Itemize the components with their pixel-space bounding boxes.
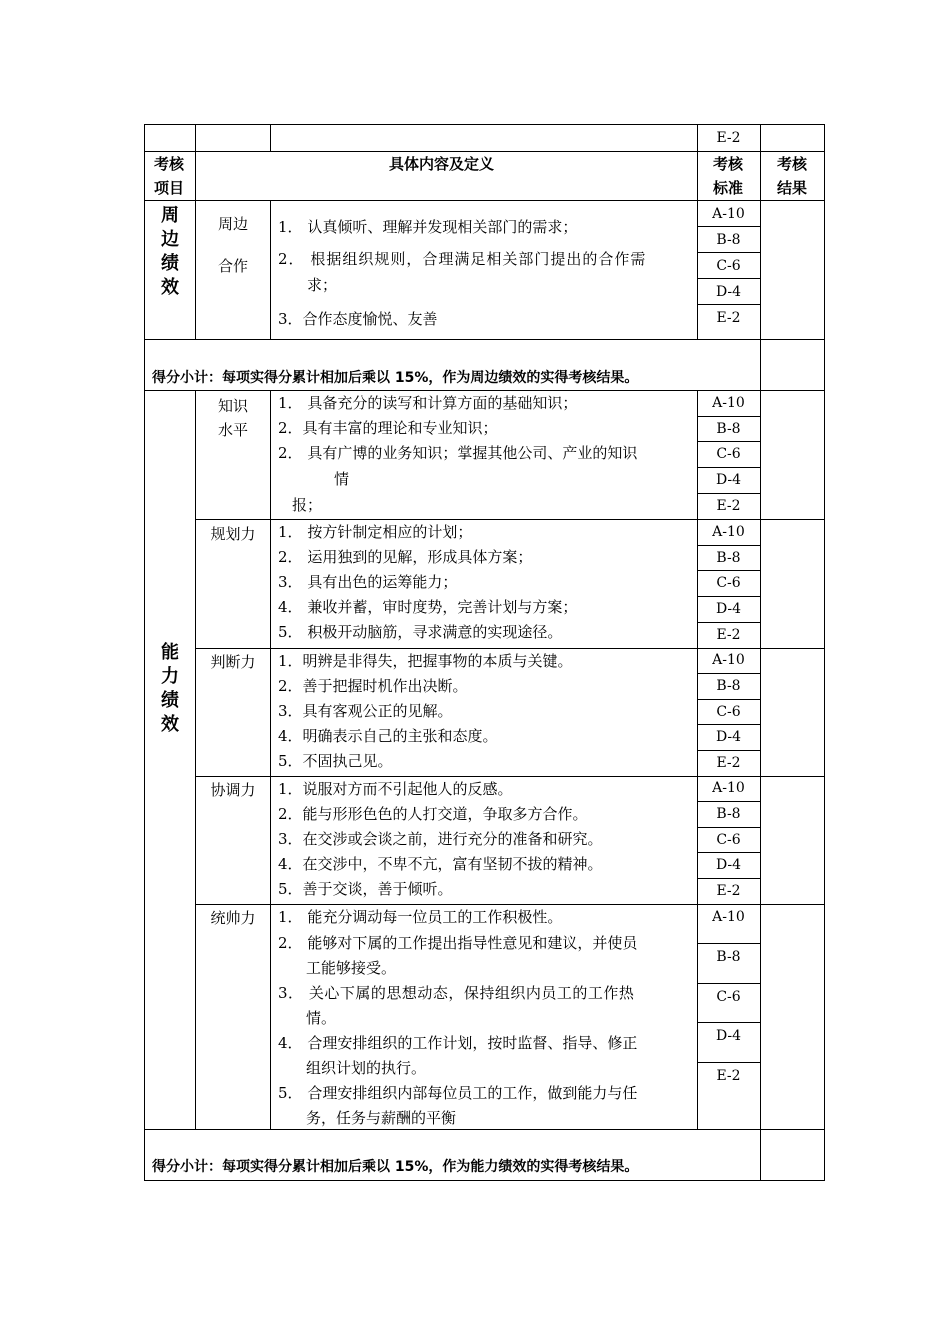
g2-sub: 规划力: [210, 525, 256, 543]
g2-grade-d: D-4: [715, 601, 742, 617]
g3-item-5: 5．不固执己见。: [278, 752, 393, 770]
g3-sub: 判断力: [210, 653, 256, 671]
g4-grade-d: D-4: [715, 857, 742, 873]
g3-item-1: 1．明辨是非得失，把握事物的本质与关键。: [278, 652, 573, 670]
s1-result-cell: [760, 200, 825, 340]
g5-result-cell: [760, 904, 825, 1130]
g5-grade-c: C-6: [716, 989, 741, 1005]
g1-sub: 知识 水平: [217, 397, 248, 439]
fragment-cell-3: [270, 124, 698, 152]
g4-grade-b: B-8: [716, 806, 741, 822]
header-col4-line2: 结果: [777, 179, 808, 197]
g3-result-cell: [760, 648, 825, 777]
g5-grade-b: B-8: [716, 949, 741, 965]
g1-item-3-cont1: 情: [334, 470, 350, 488]
s1-grade-d: D-4: [715, 284, 742, 300]
section2-title-cell: [144, 390, 196, 1130]
g1-grade-d: D-4: [715, 472, 742, 488]
g5-item-4-cont: 组织计划的执行。: [306, 1059, 427, 1077]
s1-grade-e: E-2: [716, 310, 741, 326]
s1-summary-result-cell: [760, 339, 825, 391]
fragment-grade: E-2: [716, 130, 741, 146]
g5-item-2: 2． 能够对下属的工作提出指导性意见和建议，并使员: [278, 934, 638, 952]
g4-result-cell: [760, 776, 825, 905]
g2-item-5: 5． 积极开动脑筋，寻求满意的实现途径。: [278, 623, 563, 641]
g2-item-4: 4． 兼收并蓄，审时度势，完善计划与方案；: [278, 598, 578, 616]
g2-grade-a: A-10: [712, 524, 745, 540]
s1-grade-a: A-10: [712, 206, 745, 222]
g5-item-5: 5． 合理安排组织内部每位员工的工作，做到能力与任: [278, 1084, 638, 1102]
s1-grade-c: C-6: [716, 258, 741, 274]
g1-item-2: 2．具有丰富的理论和专业知识；: [278, 419, 498, 437]
section1-item-2-cont: 求；: [307, 276, 338, 294]
header-col1-line2: 项目: [154, 179, 185, 197]
g3-grade-d: D-4: [715, 729, 742, 745]
g2-result-cell: [760, 519, 825, 649]
g2-grade-e: E-2: [716, 627, 741, 643]
header-col4-line1: 考核: [777, 155, 808, 173]
g1-grade-b: B-8: [716, 421, 741, 437]
g5-grade-a: A-10: [712, 909, 745, 925]
g3-grade-a: A-10: [712, 652, 745, 668]
g4-item-3: 3．在交涉或会谈之前，进行充分的准备和研究。: [278, 830, 603, 848]
g2-item-1: 1． 按方针制定相应的计划；: [278, 523, 473, 541]
g5-sub-cell: [195, 904, 271, 1130]
g1-result-cell: [760, 390, 825, 520]
header-col3-line2: 标准: [713, 179, 744, 197]
g5-item-3: 3． 关心下属的思想动态，保持组织内员工的工作热: [278, 984, 635, 1002]
s2-summary-result-cell: [760, 1129, 825, 1181]
g5-item-4: 4． 合理安排组织的工作计划，按时监督、指导、修正: [278, 1034, 638, 1052]
g3-item-2: 2．善于把握时机作出决断。: [278, 677, 468, 695]
g2-item-3: 3． 具有出色的运筹能力；: [278, 573, 458, 591]
g1-grade-e: E-2: [716, 498, 741, 514]
g4-grade-e: E-2: [716, 883, 741, 899]
section1-sub: 周边 合作: [217, 215, 248, 275]
g2-grade-b: B-8: [716, 550, 741, 566]
section2-summary: 得分小计：每项实得分累计相加后乘以 15%，作为能力绩效的实得考核结果。: [152, 1159, 639, 1175]
g3-item-4: 4．明确表示自己的主张和态度。: [278, 727, 498, 745]
g1-grade-c: C-6: [716, 446, 741, 462]
g5-item-3-cont: 情。: [306, 1009, 337, 1027]
section1-summary: 得分小计：每项实得分累计相加后乘以 15%，作为周边绩效的实得考核结果。: [152, 370, 639, 386]
g1-item-3: 2． 具有广博的业务知识；掌握其他公司、产业的知识: [278, 444, 638, 462]
fragment-cell-2: [195, 124, 271, 152]
section1-title: 周 边 绩 效: [161, 205, 179, 298]
g1-grade-a: A-10: [712, 395, 745, 411]
s1-grade-b: B-8: [716, 232, 741, 248]
fragment-cell-1: [144, 124, 196, 152]
g1-item-1: 1． 具备充分的读写和计算方面的基础知识；: [278, 394, 578, 412]
g2-grade-c: C-6: [716, 575, 741, 591]
g4-item-4: 4．在交涉中，不卑不亢，富有坚韧不拔的精神。: [278, 855, 603, 873]
section1-item-3: 3．合作态度愉悦、友善: [278, 310, 438, 328]
g1-item-3-cont2: 报；: [292, 496, 323, 514]
g3-grade-e: E-2: [716, 755, 741, 771]
g2-item-2: 2． 运用独到的见解，形成具体方案；: [278, 548, 533, 566]
g4-grade-c: C-6: [716, 832, 741, 848]
g5-grade-e: E-2: [716, 1068, 741, 1084]
header-col3-line1: 考核: [713, 155, 744, 173]
g4-item-2: 2．能与形形色色的人打交道，争取多方合作。: [278, 805, 588, 823]
g4-item-5: 5．善于交谈，善于倾听。: [278, 880, 453, 898]
g5-grade-d: D-4: [715, 1028, 742, 1044]
g5-item-1: 1． 能充分调动每一位员工的工作积极性。: [278, 908, 563, 926]
header-col2: 具体内容及定义: [389, 155, 495, 173]
g5-item-5-cont: 务，任务与薪酬的平衡: [306, 1109, 457, 1127]
evaluation-table: [144, 124, 825, 1181]
g5-item-2-cont: 工能够接受。: [306, 959, 397, 977]
g3-grade-b: B-8: [716, 678, 741, 694]
g4-grade-a: A-10: [712, 780, 745, 796]
fragment-result-cell: [760, 124, 825, 152]
section1-item-2: 2． 根据组织规则，合理满足相关部门提出的合作需: [278, 250, 647, 268]
g4-item-1: 1．说服对方而不引起他人的反感。: [278, 780, 513, 798]
g4-sub: 协调力: [210, 781, 256, 799]
g3-grade-c: C-6: [716, 704, 741, 720]
header-col1-line1: 考核: [154, 155, 185, 173]
section1-item-1: 1． 认真倾听、理解并发现相关部门的需求；: [278, 218, 578, 236]
section2-title: 能 力 绩 效: [161, 642, 179, 735]
g3-item-3: 3．具有客观公正的见解。: [278, 702, 453, 720]
g5-sub: 统帅力: [210, 909, 256, 927]
